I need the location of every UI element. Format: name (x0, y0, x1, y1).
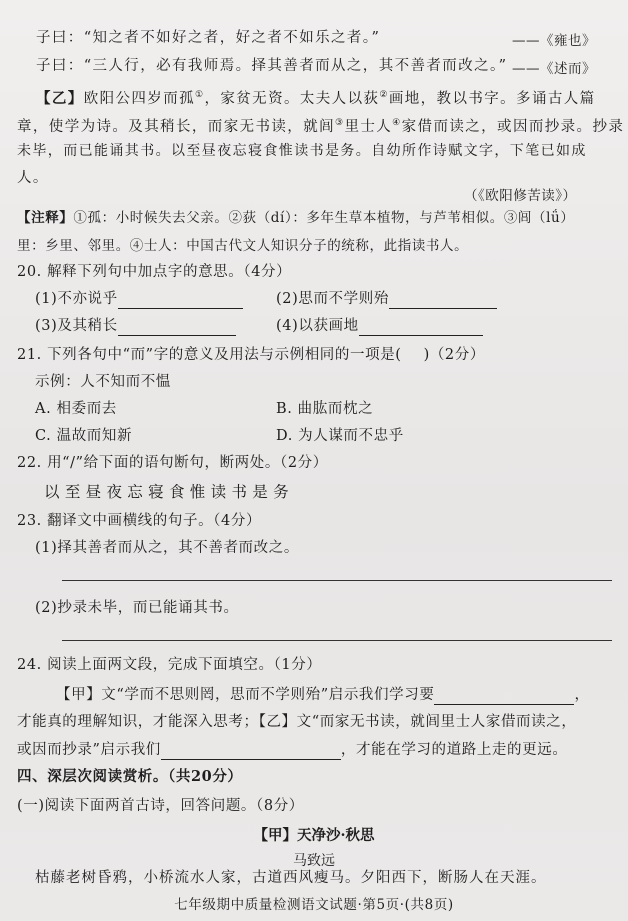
text-segment: ， (574, 687, 590, 703)
q21-option-c: C. 温故而知新 (35, 428, 133, 444)
poem-author: 马致远 (293, 853, 335, 869)
answer-blank[interactable] (118, 321, 236, 336)
text-segment: (4)以获画地 (276, 318, 359, 334)
footnote-mark-4: ④ (392, 118, 402, 128)
q24-title: 24. 阅读上面两文段，完成下面填空。（1分） (17, 657, 322, 673)
text-segment: ，家贫无资。太夫人以荻 (204, 90, 380, 107)
yi-label: 【乙】 (36, 89, 84, 107)
answer-line-2[interactable] (62, 640, 612, 641)
text-segment: ，才能在学习的道路上走的更远。 (340, 742, 568, 758)
footnote-mark-2: ② (379, 90, 389, 100)
answer-blank[interactable] (161, 745, 341, 760)
passage-line-2: 子曰：“三人行，必有我师焉。择其善者而从之，其不善者而改之。” (36, 58, 508, 74)
answer-blank[interactable] (434, 690, 574, 705)
poem-text: 枯藤老树昏鸦，小桥流水人家，古道西风瘦马。夕阳西下，断肠人在天涯。 (35, 870, 547, 886)
text-segment: 欧阳公四岁而孤 (83, 90, 196, 107)
page-footer: 七年级期中质量检测语文试题·第5页·(共8页) (174, 897, 454, 913)
text-segment: 21. 下列各句中“而”字的意义及用法与示例相同的一项是( (17, 347, 402, 363)
q24-line-1 (56, 685, 590, 705)
answer-blank[interactable] (389, 294, 497, 309)
q20-item-3 (35, 316, 236, 336)
q21-option-b: B. 曲肱而枕之 (276, 401, 374, 417)
q21-example: 示例：人不知而不愠 (35, 374, 171, 390)
poem-title: 【甲】天净沙·秋思 (253, 827, 375, 844)
note-line-2: 里：乡里、邻里。④士人：中国古代文人知识分子的统称，此指读书人。 (17, 238, 469, 254)
q23-sentence-1: (1)择其善者而从之，其不善者而改之。 (35, 540, 299, 556)
text-segment: 家借而读之，或因而抄录。抄录 (401, 118, 625, 135)
note-line-1 (17, 208, 574, 228)
text-segment: ①孤：小时候失去父亲。②荻（dí）：多年生草本植物，与芦苇相似。③闾（lǘ） (73, 210, 575, 226)
passage-line-4 (17, 113, 624, 137)
text-segment: (2)思而不学则殆 (276, 291, 389, 307)
section4-sub: (一)阅读下面两首古诗，回答问题。（8分） (17, 798, 304, 814)
source-ouyang: （《欧阳修苦读》） (464, 188, 577, 204)
q22-title: 22. 用“/”给下面的语句断句，断两处。（2分） (17, 455, 328, 471)
answer-line-1[interactable] (62, 580, 612, 581)
source-shuer: ——《述而》 (512, 61, 596, 77)
text-segment: 画地，教以书字。多诵古人篇 (388, 90, 596, 107)
note-label: 【注释】 (17, 210, 74, 226)
q21-title (17, 345, 485, 365)
footnote-mark-1: ① (195, 90, 205, 100)
passage-line-1: 子曰：“知之者不如好之者，好之者不如乐之者。” (36, 30, 381, 46)
q20-item-1 (35, 289, 243, 309)
text-segment: 里士人 (344, 118, 393, 135)
passage-line-5: 未毕，而已能诵其书。以至昼夜忘寝食惟读书是务。自幼所作诗赋文字，下笔已如成 (17, 143, 587, 159)
q20-title: 20. 解释下列句中加点字的意思。（4分） (17, 264, 292, 280)
text-segment: 章，使学为诗。及其稍长，而家无书读，就闾 (17, 118, 335, 135)
text-segment: (1)不亦说乎 (35, 291, 118, 307)
q20-item-2 (276, 289, 497, 309)
text-segment: (3)及其稍长 (35, 318, 118, 334)
q22-sentence: 以 至 昼 夜 忘 寝 食 惟 读 书 是 务 (44, 483, 289, 501)
passage-line-3 (36, 85, 596, 109)
q21-option-d: D. 为人谋而不忠乎 (276, 428, 404, 444)
source-yongye: ——《雍也》 (512, 33, 596, 49)
passage-line-6: 人。 (17, 170, 49, 186)
answer-blank[interactable] (118, 294, 243, 309)
answer-blank[interactable] (359, 321, 483, 336)
footnote-mark-3: ③ (335, 118, 345, 128)
text-segment: 【甲】文“学而不思则罔，思而不学则殆”启示我们学习要 (56, 687, 435, 703)
text-segment: 或因而抄录”启示我们 (17, 742, 161, 758)
q21-option-a: A. 相委而去 (35, 401, 117, 417)
q24-line-3 (17, 740, 567, 760)
q23-title: 23. 翻译文中画横线的句子。（4分） (17, 513, 262, 529)
q20-item-4 (276, 316, 483, 336)
text-segment: )（2分） (423, 347, 485, 363)
q24-line-2: 才能真的理解知识，才能深入思考；【乙】文“而家无书读，就闾里士人家借而读之， (17, 714, 577, 730)
section4-title: 四、深层次阅读赏析。（共20分） (17, 768, 243, 785)
q23-sentence-2: (2)抄录未毕，而已能诵其书。 (35, 600, 239, 616)
